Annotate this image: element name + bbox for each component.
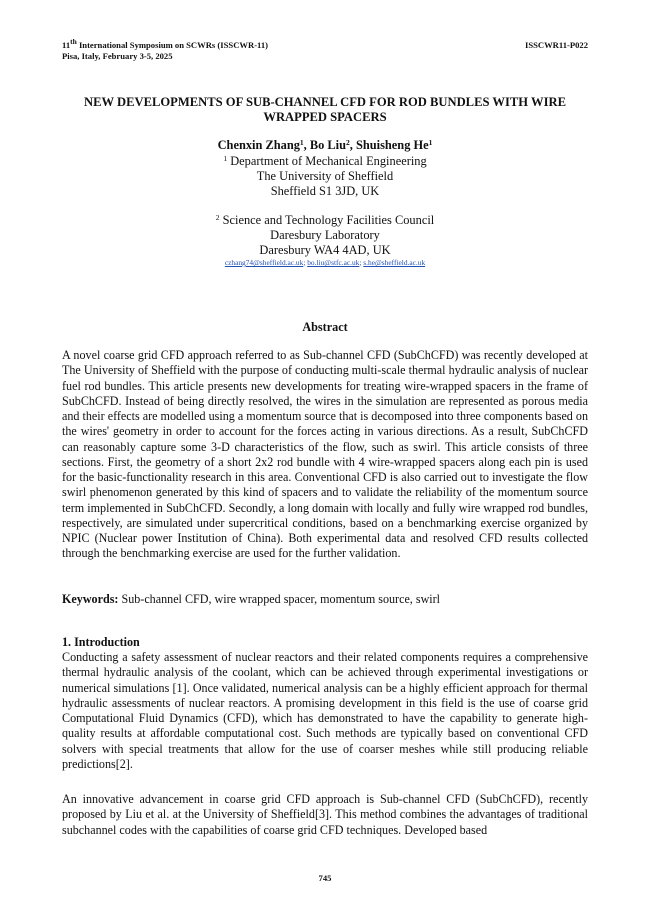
page-number: 745 (318, 873, 332, 883)
email-link[interactable]: bo.liu@stfc.ac.uk (307, 258, 360, 267)
affiliation-institution: Daresbury Laboratory (270, 228, 380, 242)
keywords-text: Sub-channel CFD, wire wrapped spacer, momentum source, swirl (121, 592, 441, 606)
introduction-paragraph-1: Conducting a safety assessment of nuclear reactors and their related components requires a comprehensive thermal hydraulic analysis of the coolant, which can be achieved through experimental investigations or numerical simulations [1]. Once validated, numerical analysis can be a highly efficient approach for thermal hydraulic assessments of nuclear reactors. A promising development in this field is the use of coarse grid Computational Fluid Dynamics (CFD), which has demonstrated to have the capability to generate high-quality results at affordable computational cost. Such methods are typically based on conventional CFD solvers with special treatments that allow for the use of coarser meshes while still producing reliable predictions[2]. (62, 650, 588, 771)
affiliation-marker: 2 (215, 213, 220, 222)
affiliation-1 (0, 154, 650, 199)
ordinal-suffix: th (70, 37, 77, 46)
author-emails: czhang74@sheffield.ac.uk; bo.liu@stfc.ac.uk; s.he@sheffield.ac.uk (224, 258, 426, 267)
paper-title: NEW DEVELOPMENTS OF SUB-CHANNEL CFD FOR ROD BUNDLES WITH WIRE WRAPPED SPACERS (83, 95, 567, 124)
affiliation-address: Sheffield S1 3JD, UK (270, 184, 380, 198)
conference-name: 11th International Symposium on SCWRs (ISSCWR-11) (62, 37, 269, 50)
affiliation-2 (0, 213, 650, 258)
introduction-paragraph-2: An innovative advancement in coarse grid CFD approach is Sub-channel CFD (SubChCFD), recently proposed by Liu et al. at the University of Sheffield[3]. This method combines the advantages of traditional subchannel codes with the capabilities of coarse grid CFD techniques. Developed based (62, 792, 588, 837)
author-separator: , (349, 138, 356, 152)
keywords-label: Keywords: (62, 592, 119, 606)
author-affiliation-marker: 2 (346, 138, 350, 147)
email-link[interactable]: s.he@sheffield.ac.uk (363, 258, 426, 267)
paper-id: ISSCWR11-P022 (524, 40, 588, 50)
author-list (0, 138, 650, 153)
affiliation-department: Science and Technology Facilities Council (222, 213, 435, 227)
author-affiliation-marker: 1 (428, 138, 433, 147)
affiliation-marker: 1 (223, 154, 228, 163)
affiliation-department: Department of Mechanical Engineering (230, 154, 427, 168)
abstract-heading: Abstract (302, 320, 348, 334)
running-header-left (62, 37, 269, 61)
affiliation-institution: The University of Sheffield (256, 169, 394, 183)
email-link[interactable]: czhang74@sheffield.ac.uk (224, 258, 304, 267)
affiliation-address: Daresbury WA4 4AD, UK (259, 243, 391, 257)
author-affiliation-marker: 1 (299, 138, 304, 147)
author-separator: , (303, 138, 310, 152)
author-name: Shuisheng He (355, 138, 429, 152)
author-name: Bo Liu (309, 138, 347, 152)
abstract-text: A novel coarse grid CFD approach referred to as Sub-channel CFD (SubChCFD) was recently developed at The University of Sheffield with the purpose of conducting multi-scale thermal hydraulic analysis of nuclear fuel rod bundles. This article presents new developments for treating wire-wrapped spacers in the frame of SubChCFD. Instead of being directly resolved, the wires in the simulation are represented as porous media and their effects are modelled using a momentum source that is decomposed into three components based on the wires' geometry in order to account for the forces acting in various directions. As a result, SubChCFD can reasonably capture some 3-D characteristics of the flow, such as swirl. This article consists of three sections. First, the geometry of a short 2x2 rod bundle with 4 wire-wrapped spacers along each pin is used for the basic-functionality research in this area. Conventional CFD is also carried out to investigate the flow swirl phenomenon generated by this kind of spacers and to validate the reliability of the momentum source term implemented in SubChCFD. Secondly, a long domain with locally and fully wire wrapped rod bundles, respectively, are simulated under supercritical conditions, based on a benchmarking exercise organized by NPIC (Nuclear power Institution of China). Both experimental data and resolved CFD results collected through the benchmarking exercise are used for the further validation. (62, 348, 588, 561)
section-heading-introduction: 1. Introduction (62, 635, 140, 649)
keywords-line (62, 592, 588, 607)
author-name: Chenxin Zhang (217, 138, 300, 152)
conference-location-date: Pisa, Italy, February 3-5, 2025 (62, 50, 173, 61)
